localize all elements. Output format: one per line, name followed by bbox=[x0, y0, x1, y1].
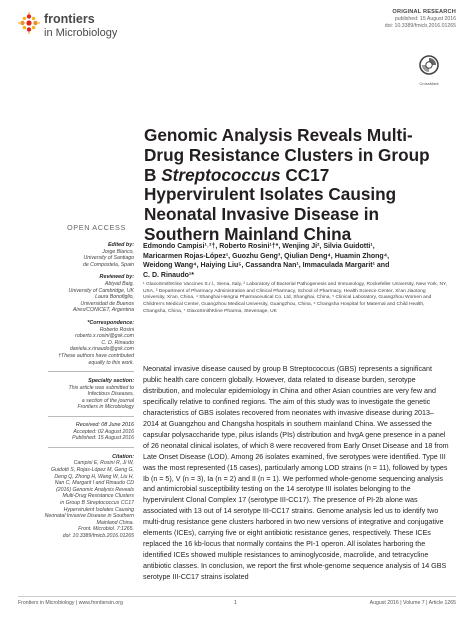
article-meta bbox=[385, 9, 456, 29]
journal-section: in Microbiology bbox=[44, 27, 118, 39]
abstract-text: Neonatal invasive disease caused by group B Streptococcus (GBS) represents a significant public health care concern globally. However, data related to disease burden, serotype distribution, and molecular epidemiology in China and other Asian countries are very few and specifically relative to confined regions. The aim of this study was to investigate the genetic characteristics of GBS isolates recovered from neonates with invasive disease during 2013–2014 at Guangzhou and Changsha hospitals in southern mainland China. We assessed the capsular polysaccharide type, pilus islands (PIs) distribution and hvgA gene presence in a panel of 26 neonatal clinical isolates, of which 8 were recovered from Early Onset Disease and 18 from Late Onset Disease (LOD). Among 26 isolates examined, five serotypes were identified. Type III was the most represented (15 cases), particularly among LOD strains (n = 11), followed by types Ib (n = 5), V (n = 3), Ia (n = 2) and II (n = 1). We performed whole-genome sequencing analysis and antimicrobial susceptibility testing on the 14 serotype III isolates belonging to the hypervirulent Clonal Complex 17 (serotype III-CC17). The presence of PI-2b alone was associated with 13 out of 14 serotype III-CC17 strains. Genome analysis led us to identify two multi-drug resistance gene clusters harbored in two new versions of integrative and conjugative elements (ICEs), carrying five or eight antibiotic resistance genes, respectively. These ICEs replaced the 16 kb-locus that normally contains the PI-1 operon. All isolates harboring the identified ICEs showed multiple resistances to aminoglycoside, macrolide, and tetracycline antibiotic classes. In conclusion, we report the first whole-genome sequence analysis of 14 GBS serotype III-CC17 strains isolated bbox=[143, 365, 449, 582]
article-sidebar bbox=[8, 242, 134, 540]
edited-by-heading: Edited by: bbox=[107, 242, 134, 248]
citation-heading: Citation: bbox=[112, 453, 134, 460]
citation-line: Campisi E, Rosini R, Ji W, bbox=[73, 460, 134, 467]
citation-line: Neonatal Invasive Disease in Southern bbox=[44, 513, 134, 520]
citation-line: Guidotti S, Rojas-López M, Geng G, bbox=[50, 467, 134, 474]
equal-contribution-note: equally to this work. bbox=[88, 359, 134, 366]
sidebar-divider bbox=[48, 447, 134, 448]
reviewer-line: Abiyad Baig, bbox=[104, 280, 134, 287]
specialty-line: Frontiers in Microbiology bbox=[77, 404, 134, 411]
open-access-label: OPEN ACCESS bbox=[67, 223, 126, 232]
correspondence-heading: *Correspondence: bbox=[87, 319, 134, 326]
crossmark-icon bbox=[419, 55, 439, 75]
specialty-line: This article was submitted to bbox=[68, 384, 134, 391]
reviewer-line: Aires/CONICET, Argentina bbox=[72, 307, 134, 314]
published-date-sidebar: Published: 15 August 2016 bbox=[72, 435, 134, 442]
citation-line: Hypervirulent Isolates Causing bbox=[63, 506, 134, 513]
sidebar-divider bbox=[48, 416, 134, 417]
author-line: Maricarmen Rojas-López¹, Guozhu Geng³, Qiulian Deng⁴, Huamin Zhong⁴, bbox=[143, 252, 390, 260]
crossmark-badge[interactable] bbox=[416, 55, 442, 86]
correspondence-email[interactable]: daniela.x.rinaudo@gsk.com bbox=[69, 346, 134, 353]
equal-contribution-note: †These authors have contributed bbox=[58, 352, 134, 359]
citation-line: (2016) Genomic Analysis Reveals bbox=[56, 486, 134, 493]
reviewer-line: Universidad de Buenos bbox=[80, 300, 134, 307]
correspondence-line: Roberto Rosini bbox=[99, 326, 134, 333]
editor-line: University of Santiago bbox=[83, 255, 134, 262]
citation-line: Nan C, Margarit I and Rinaudo CD bbox=[54, 480, 134, 487]
citation-line: Front. Microbiol. 7:1265. bbox=[78, 526, 134, 533]
citation-line: in Group B Streptococcus CC17 bbox=[60, 500, 134, 506]
reviewer-line: University of Cambridge, UK bbox=[68, 287, 134, 294]
sidebar-divider bbox=[48, 371, 134, 372]
footer-issue: August 2016 | Volume 7 | Article 1265 bbox=[369, 600, 456, 606]
citation-line: Mainland China. bbox=[96, 519, 134, 526]
specialty-line: Infectious Diseases, bbox=[87, 391, 134, 398]
accepted-date: Accepted: 02 August 2016 bbox=[73, 428, 134, 435]
editor-line: de Compostela, Spain bbox=[82, 261, 134, 268]
footer-journal-url[interactable]: Frontiers in Microbiology | www.frontiersin.org bbox=[18, 600, 123, 606]
received-date: Received: 08 June 2016 bbox=[75, 422, 134, 429]
correspondence-email[interactable]: roberto.x.rosini@gsk.com bbox=[75, 333, 134, 340]
published-date: published: 15 August 2016 bbox=[394, 16, 456, 22]
author-line: Edmondo Campisi¹˒²†, Roberto Rosini¹†*, Wenjing Ji², Silvia Guidotti¹, bbox=[143, 243, 375, 250]
citation-line: Deng Q, Zhong H, Wang W, Liu H, bbox=[54, 473, 134, 480]
specialty-line: a section of the journal bbox=[81, 397, 134, 404]
frontiers-logo-icon bbox=[18, 12, 40, 34]
correspondence-line: C. D. Rinaudo bbox=[101, 339, 134, 346]
crossmark-label: CrossMark bbox=[419, 81, 439, 86]
doi-link[interactable]: doi: 10.3389/fmicb.2016.01265 bbox=[384, 22, 456, 29]
article-title: Genomic Analysis Reveals Multi-Drug Resistance Clusters in Group B Streptococcus CC17 Hypervirulent Isolates Causing Neonatal Invasive Disease in Southern Mainland China bbox=[144, 125, 430, 244]
editor-line: Jorge Blanco, bbox=[102, 248, 134, 255]
specialty-heading: Specialty section: bbox=[88, 378, 134, 385]
footer-divider bbox=[18, 596, 456, 597]
journal-brand: frontiers bbox=[44, 12, 95, 26]
citation-doi[interactable]: doi: 10.3389/fmicb.2016.01265 bbox=[62, 532, 134, 539]
author-list bbox=[143, 242, 445, 280]
citation-line: Multi-Drug Resistance Clusters bbox=[62, 493, 134, 500]
reviewed-by-heading: Reviewed by: bbox=[99, 274, 134, 281]
author-line: Weidong Wang⁴, Haiying Liu⁵, Cassandra Nan¹, Immaculada Margarit¹ and bbox=[143, 262, 390, 270]
reviewer-line: Laura Bonofiglio, bbox=[95, 294, 134, 301]
author-line: C. D. Rinaudo¹* bbox=[143, 271, 194, 279]
page-number: 1 bbox=[234, 600, 237, 606]
affiliations: ¹ GlaxoSmithKline Vaccines S.r.l., Siena, Italy, ² Laboratory of Bacterial Pathogenesis and Immunology, Rockefeller University, New York, NY, USA, ³ Department of Pharmacy Administration and Clinical Pharmacy, School of Pharmacy, Health Science Center, Xi'an Jiaotong University, Xi'an, China, ⁴ Shanghai Hengrui Pharmaceutical Co. Ltd, Shanghai, China, ⁵ Clinical Laboratory, Guangzhou Women and Children's Medical Center, Guangzhou Medical University, Guangzhou, China, ⁶ Changsha Hospital for Maternal and Child Health, Changsha, China, ⁷ GlaxoSmithKline Pharma, Stevenage, UK bbox=[143, 282, 447, 314]
article-type: ORIGINAL RESEARCH bbox=[392, 9, 456, 15]
